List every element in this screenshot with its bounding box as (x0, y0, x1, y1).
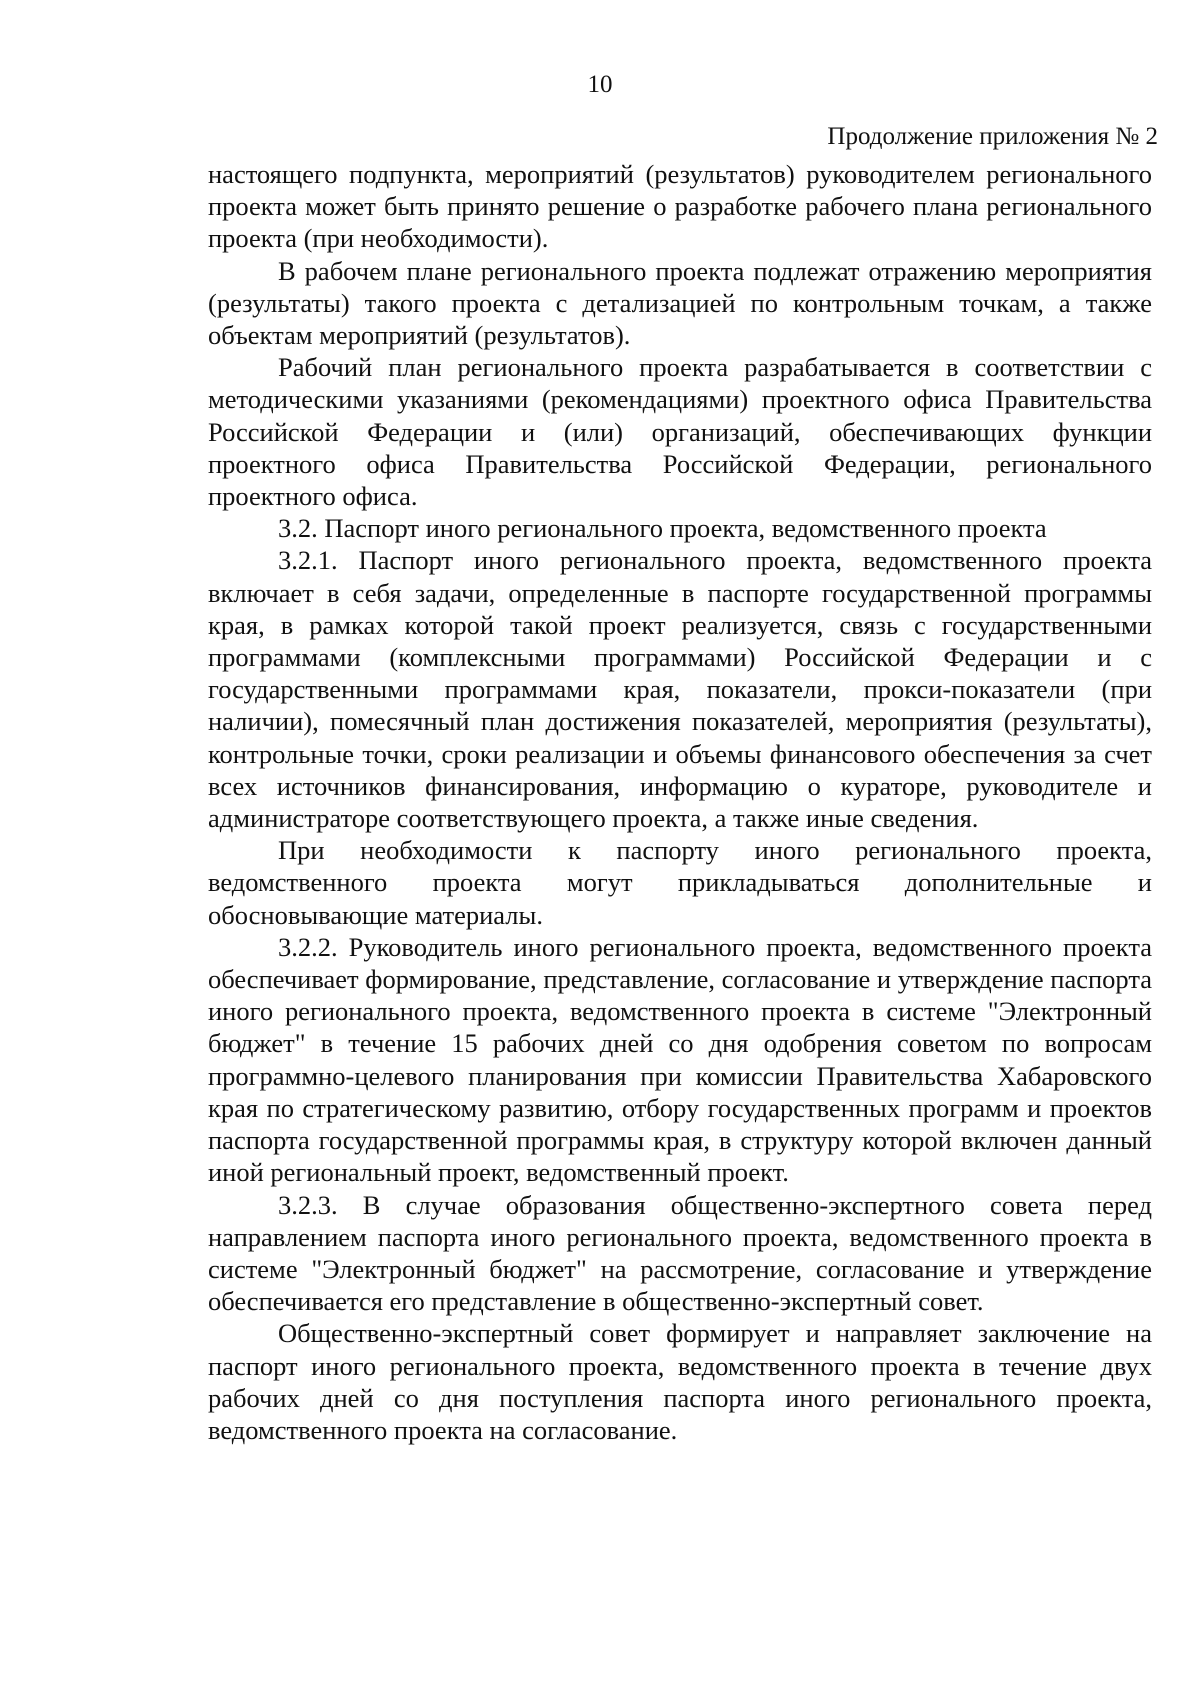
paragraph-3-2-3: 3.2.3. В случае образования общественно-экспертного совета перед направлением паспорта иного регионального проекта, ведомственного проекта в системе "Электронный бюджет" на рассмотрение, согласование и утверждение обеспечивается его представление в общественно-экспертный совет. (208, 1189, 1152, 1317)
page-number: 10 (587, 71, 613, 98)
paragraph-work-plan-methodology: Рабочий план регионального проекта разрабатывается в соответствии с методическими указаниями (рекомендациями) проектного офиса Правительства Российской Федерации и (или) организаций, обеспечивающих функции проектного офиса Правительства Российской Федерации, регионального проектного офиса. (208, 352, 1152, 512)
document-body (208, 158, 1152, 1446)
paragraph-3-2-2: 3.2.2. Руководитель иного регионального проекта, ведомственного проекта обеспечивает формирование, представление, согласование и утверждение паспорта иного регионального проекта, ведомственного проекта в системе "Электронный бюджет" в течение 15 рабочих дней со дня одобрения советом по вопросам программно-целевого планирования при комиссии Правительства Хабаровского края по стратегическому развитию, отбору государственных программ и проектов паспорта государственной программы края, в структуру которой включен данный иной региональный проект, ведомственный проект. (208, 931, 1152, 1188)
paragraph-expert-council-conclusion: Общественно-экспертный совет формирует и направляет заключение на паспорт иного регионального проекта, ведомственного проекта в течение двух рабочих дней со дня поступления паспорта иного регионального проекта, ведомственного проекта на согласование. (208, 1318, 1152, 1445)
section-heading-3-2: 3.2. Паспорт иного регионального проекта, ведомственного проекта (278, 513, 1047, 544)
paragraph-work-plan-contents: В рабочем плане регионального проекта подлежат отражению мероприятия (результаты) такого проекта с детализацией по контрольным точкам, а также объектам мероприятий (результатов). (208, 255, 1152, 351)
paragraph-additional-materials: При необходимости к паспорту иного регионального проекта, ведомственного проекта могут прикладываться дополнительные и обосновывающие материалы. (208, 835, 1152, 930)
appendix-continuation-note: Продолжение приложения № 2 (827, 123, 1158, 150)
paragraph-continuation: настоящего подпункта, мероприятий (результатов) руководителем регионального проекта может быть принято решение о разработке рабочего плана регионального проекта (при необходимости). (208, 159, 1152, 254)
paragraph-3-2-1: 3.2.1. Паспорт иного регионального проекта, ведомственного проекта включает в себя задачи, определенные в паспорте государственной программы края, в рамках которой такой проект реализуется, связь с государственными программами (комплексными программами) Российской Федерации и с государственными программами края, показатели, прокси-показатели (при наличии), помесячный план достижения показателей, мероприятия (результаты), контрольные точки, сроки реализации и объемы финансового обеспечения за счет всех источников финансирования, информацию о кураторе, руководителе и администраторе соответствующего проекта, а также иные сведения. (208, 545, 1152, 834)
